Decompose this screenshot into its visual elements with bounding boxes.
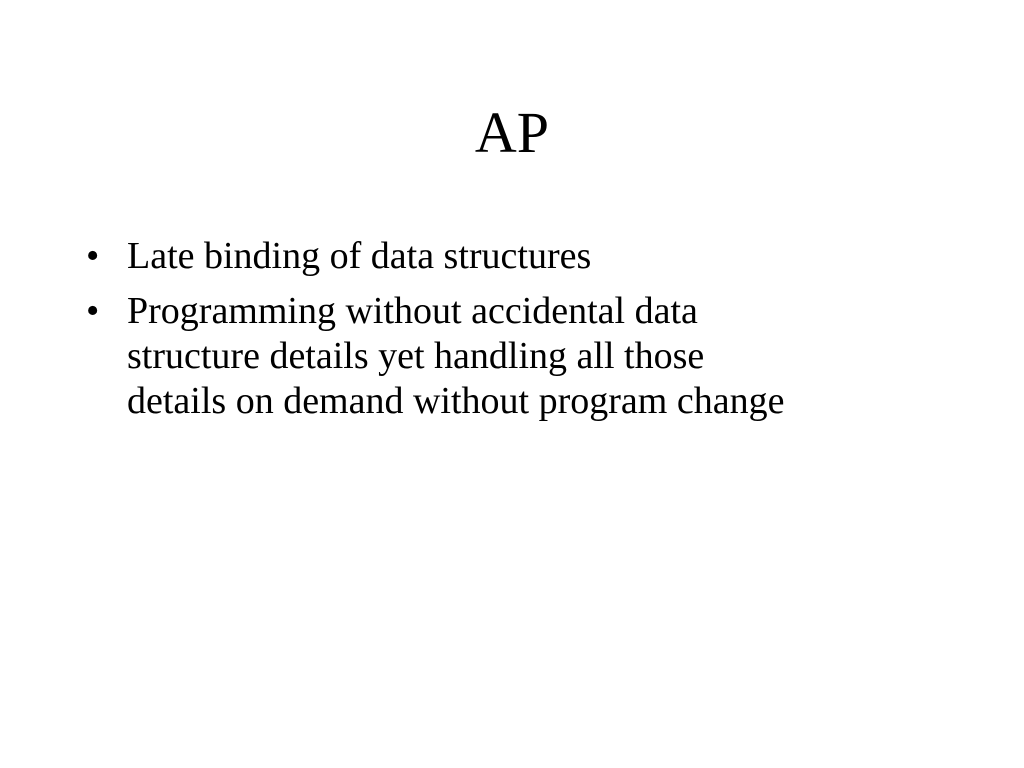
bullet-text-line: Late binding of data structures [127,235,592,277]
bullet-text-line: structure details yet handling all those [127,335,705,377]
bullet-icon: • [86,290,100,332]
bullet-list [86,234,966,434]
bullet-item [86,289,966,424]
slide-title: AP [474,100,550,165]
bullet-icon: • [86,235,100,277]
bullet-item [86,234,966,279]
bullet-text-line: Programming without accidental data [127,290,698,332]
bullet-text-line: details on demand without program change [127,380,785,422]
